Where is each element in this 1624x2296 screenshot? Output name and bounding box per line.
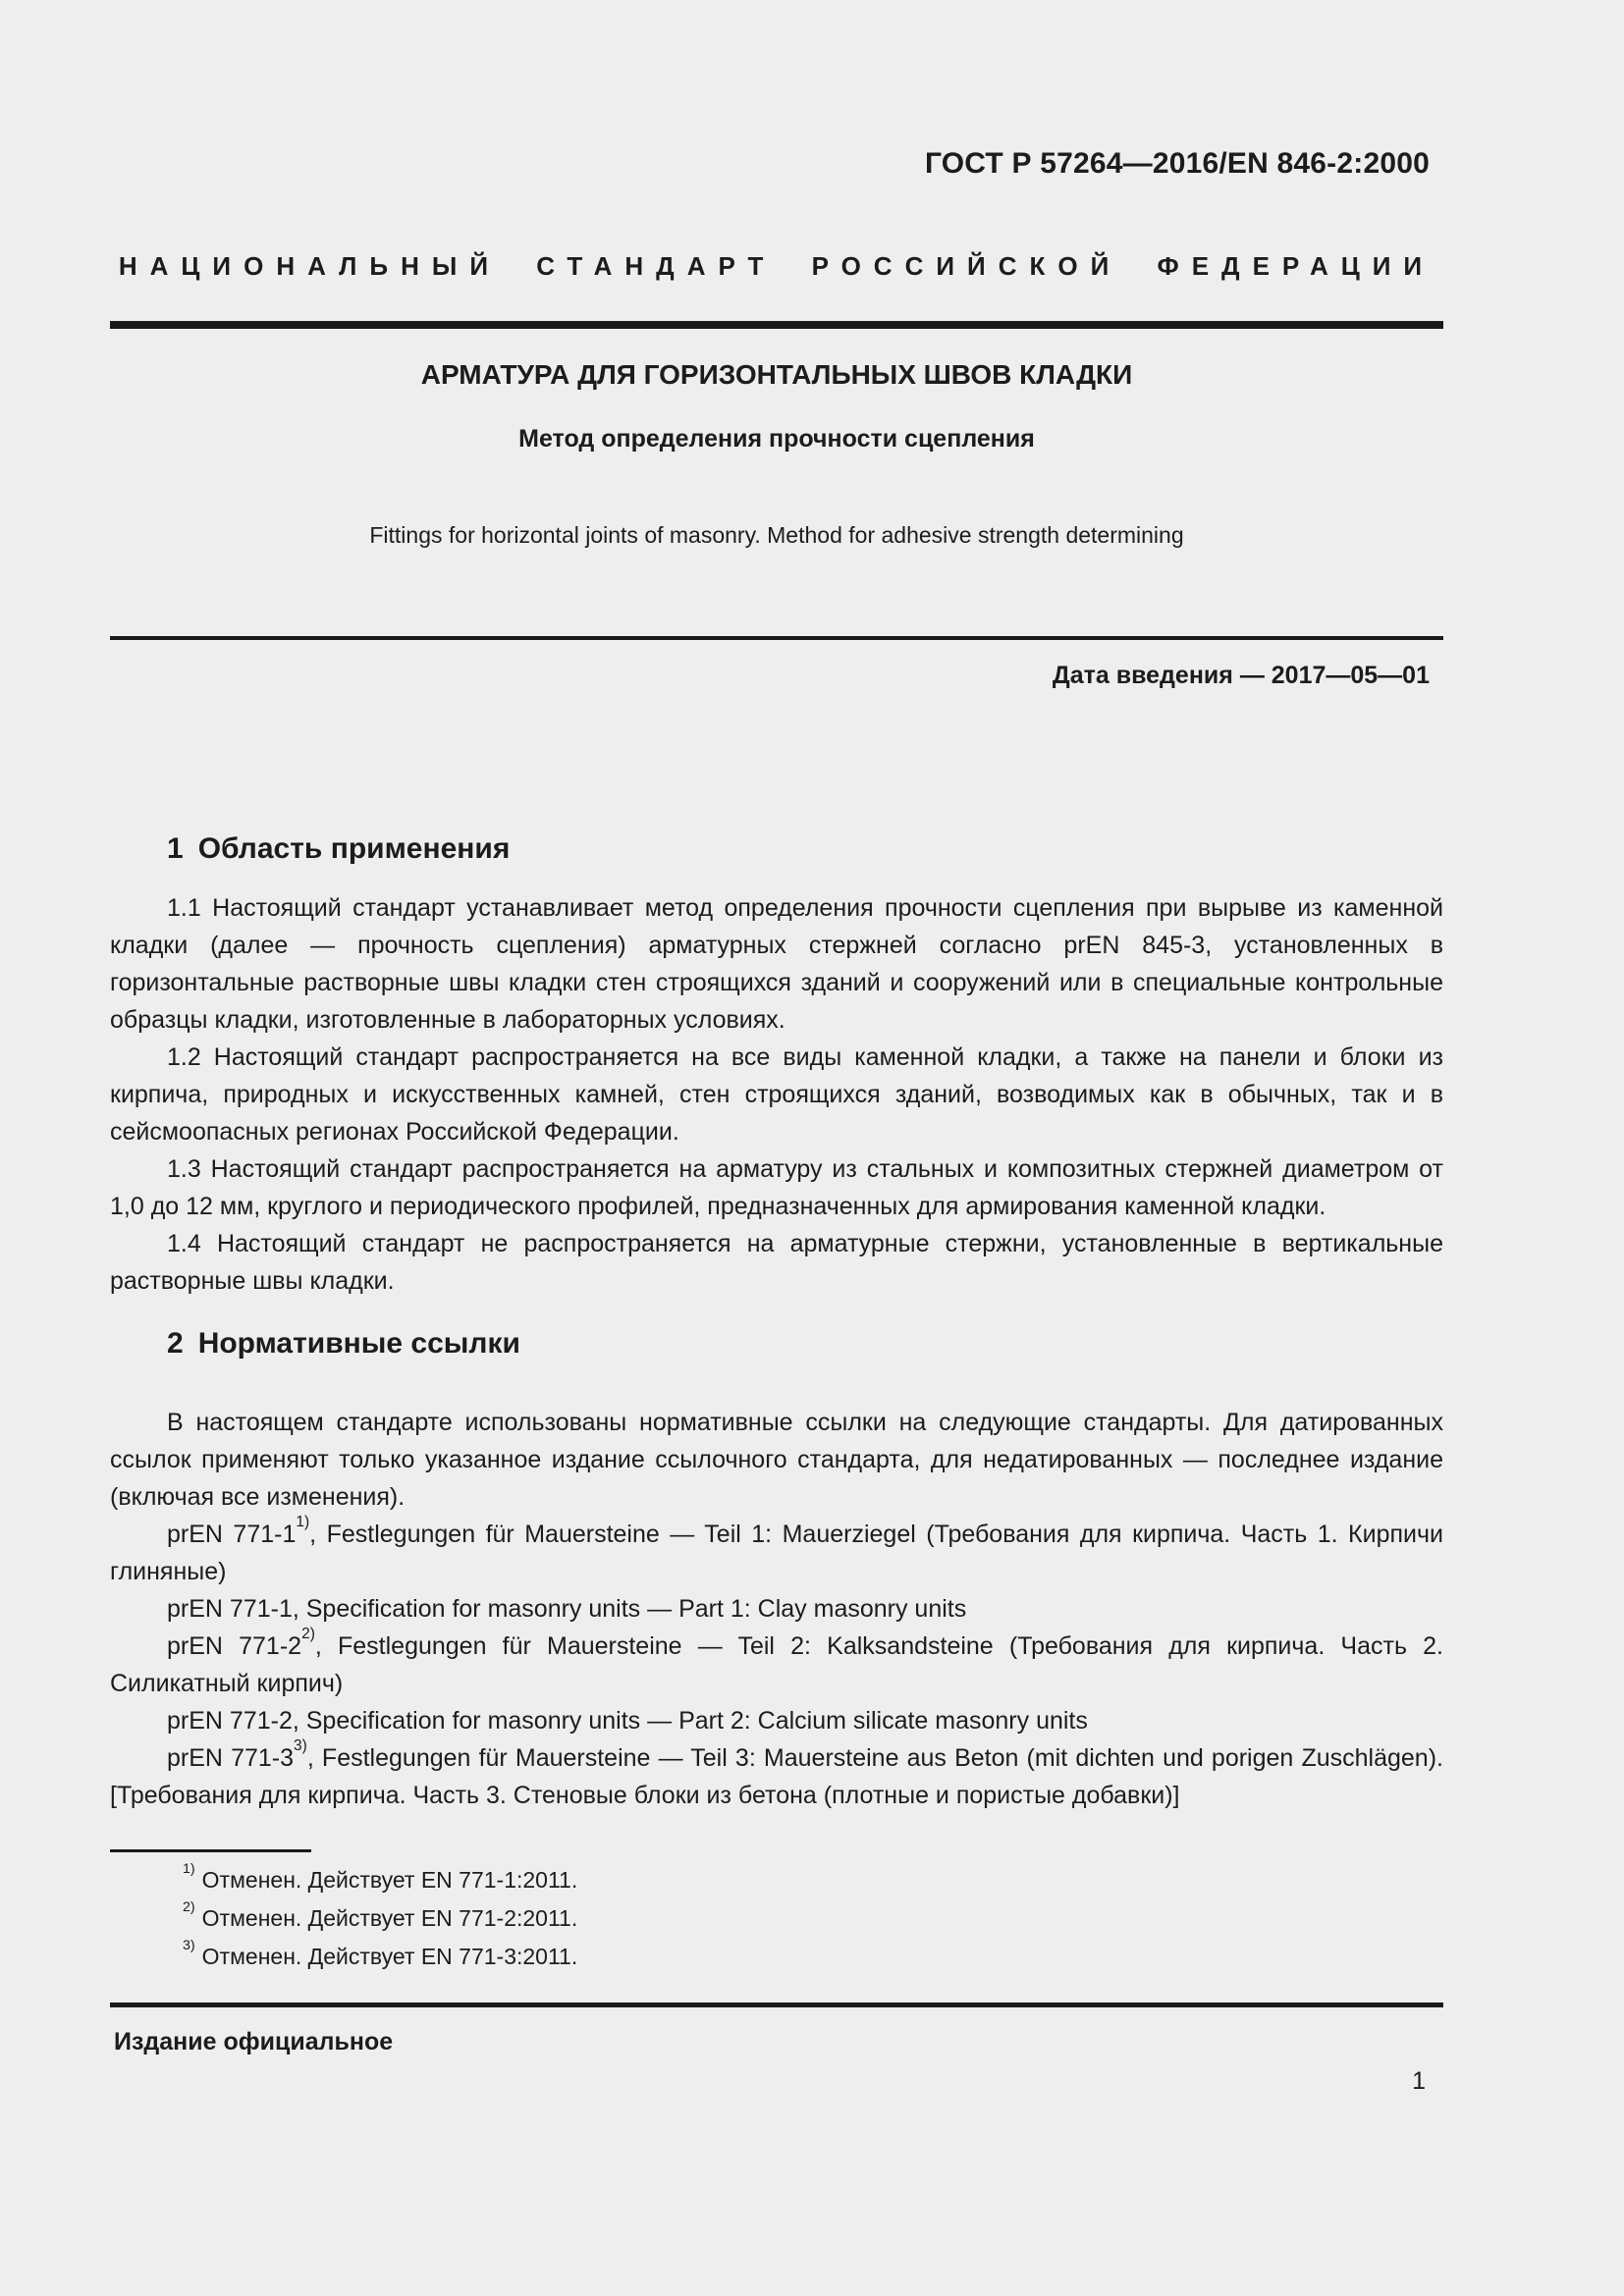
footnote-marker: 3) — [294, 1736, 307, 1754]
effective-date: Дата введения — 2017—05—01 — [1052, 662, 1430, 689]
footnote-marker: 2) — [301, 1625, 315, 1642]
footer-divider — [110, 2002, 1443, 2007]
reference-id: prEN 771-2 — [167, 1707, 293, 1735]
document-subtitle: Метод определения прочности сцепления — [518, 425, 1035, 453]
footnote-marker: 2) — [183, 1898, 195, 1915]
document-title-english: Fittings for horizontal joints of masonry. Method for adhesive strength determining — [369, 522, 1184, 548]
reference-item — [110, 1513, 1443, 1590]
doc-number: ГОСТ Р 57264—2016/EN 846-2:2000 — [924, 147, 1430, 180]
footnote-item — [110, 1938, 1443, 1976]
reference-item — [110, 1702, 1443, 1739]
section-2-title: Нормативные ссылки — [197, 1327, 520, 1360]
footnote-text: Отменен. Действует EN 771-2:2011. — [201, 1905, 578, 1931]
reference-text: , Festlegungen für Mauersteine — Teil 2: Kalksandsteine (Требования для кирпича. Часть 2. Силикатный кирпич) — [110, 1632, 1443, 1697]
section-2-body — [110, 1404, 1443, 1814]
paragraph-2-intro: В настоящем стандарте использованы нормативные ссылки на следующие стандарты. Для датированных ссылок применяют только указанное издание ссылочного стандарта, для недатированных — последнее издание (включая все изменения). — [110, 1409, 1443, 1511]
footnote-marker: 3) — [183, 1937, 195, 1953]
footnote-text: Отменен. Действует EN 771-1:2011. — [201, 1867, 578, 1893]
reference-item — [110, 1625, 1443, 1702]
footnote-marker: 1) — [296, 1513, 310, 1530]
reference-text: , Festlegungen für Mauersteine — Teil 3: Mauersteine aus Beton (mit dichten und porigen Zuschlägen). [Требования для кирпича. Часть 3. Стеновые блоки из бетона (плотные и пористые добавки)] — [110, 1744, 1443, 1809]
footnotes-block — [110, 1861, 1443, 1976]
title-divider — [110, 636, 1443, 640]
standard-type-heading: НАЦИОНАЛЬНЫЙ СТАНДАРТ РОССИЙСКОЙ ФЕДЕРАЦИИ — [118, 251, 1435, 281]
footnote-divider — [110, 1849, 311, 1852]
reference-id: prEN 771-1 — [167, 1595, 293, 1623]
edition-note: Издание официальное — [114, 2028, 394, 2056]
section-1-body — [110, 889, 1443, 1300]
reference-item — [110, 1590, 1443, 1628]
document-title: АРМАТУРА ДЛЯ ГОРИЗОНТАЛЬНЫХ ШВОВ КЛАДКИ — [420, 359, 1133, 390]
reference-id: prEN 771-2 — [167, 1632, 302, 1660]
paragraph-1-2: 1.2 Настоящий стандарт распространяется на все виды каменной кладки, а также на панели и блоки из кирпича, природных и искусственных камней, стен строящихся зданий, возводимых как в обычных, так и в сейсмоопасных регионах Российской Федерации. — [110, 1043, 1443, 1146]
reference-id: prEN 771-3 — [167, 1744, 295, 1772]
section-1-heading — [167, 832, 510, 866]
paragraph-1-3: 1.3 Настоящий стандарт распространяется на арматуру из стальных и композитных стержней диаметром от 1,0 до 12 мм, круглого и периодического профилей, предназначенных для армирования каменной кладки. — [110, 1155, 1443, 1220]
page-number: 1 — [1412, 2067, 1426, 2095]
reference-text: , Specification for masonry units — Part 2: Calcium silicate masonry units — [292, 1707, 1088, 1735]
section-2-heading — [167, 1327, 520, 1361]
footnote-marker: 1) — [183, 1860, 195, 1877]
footnote-text: Отменен. Действует EN 771-3:2011. — [201, 1944, 578, 1969]
section-1-number: 1 — [167, 832, 184, 865]
section-2-number: 2 — [167, 1327, 184, 1360]
paragraph-1-1: 1.1 Настоящий стандарт устанавливает метод определения прочности сцепления при вырыве из каменной кладки (далее — прочность сцепления) арматурных стержней согласно prEN 845-3, установленных в горизонтальные растворные швы кладки стен строящихся зданий и сооружений или в специальные контрольные образцы кладки, изготовленные в лабораторных условиях. — [110, 894, 1443, 1034]
section-1-title: Область применения — [197, 832, 511, 865]
footnote-item — [110, 1899, 1443, 1938]
footnote-item — [110, 1861, 1443, 1899]
header-divider — [110, 321, 1443, 329]
reference-item — [110, 1736, 1443, 1814]
reference-id: prEN 771-1 — [167, 1521, 297, 1548]
paragraph-1-4: 1.4 Настоящий стандарт не распространяется на арматурные стержни, установленные в вертикальные растворные швы кладки. — [110, 1230, 1443, 1295]
reference-text: , Festlegungen für Mauersteine — Teil 1: Mauerziegel (Требования для кирпича. Часть 1. Кирпичи глиняные) — [110, 1521, 1443, 1585]
reference-text: , Specification for masonry units — Part 1: Clay masonry units — [292, 1595, 967, 1623]
